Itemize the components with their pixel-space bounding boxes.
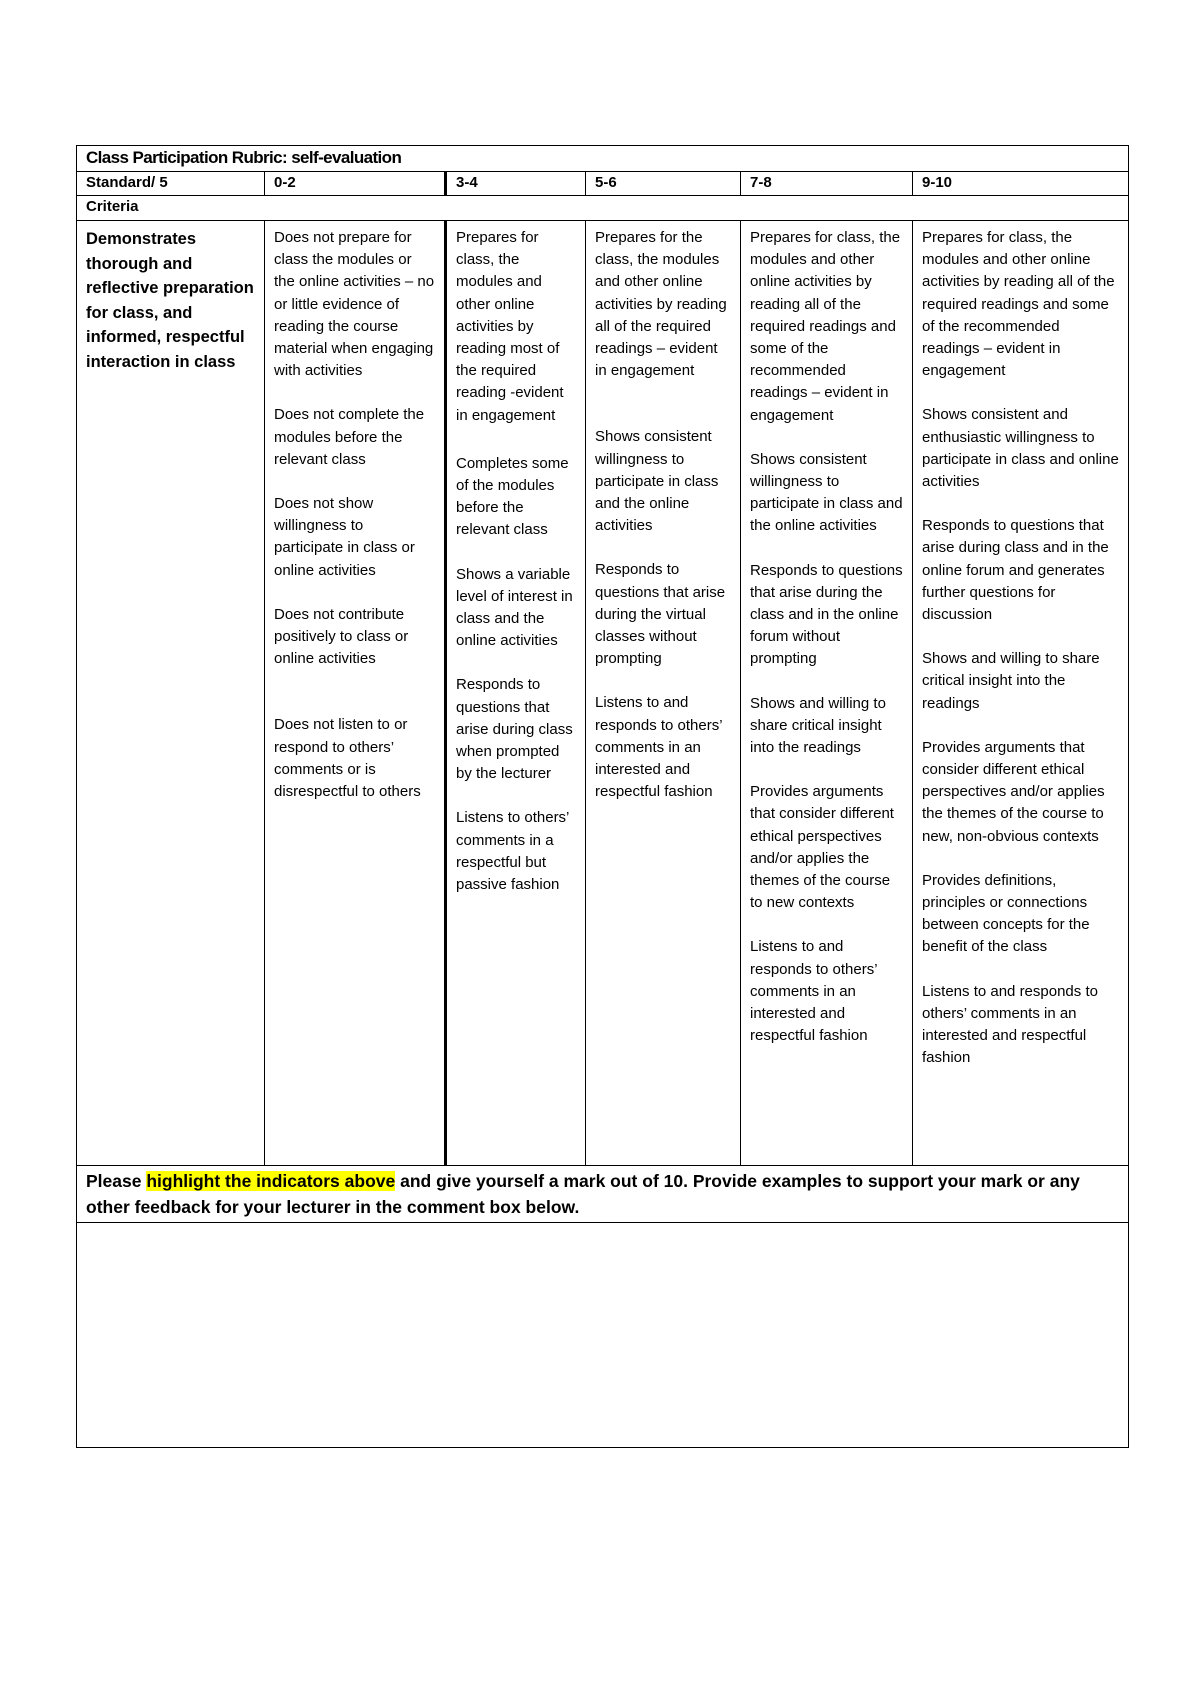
indicator: Provides definitions, principles or connections between concepts for the benefit of the class — [922, 871, 1090, 956]
instruction-highlight: highlight the indicators above — [146, 1171, 396, 1191]
indicator: Prepares for class, the modules and other online activities by reading all of the required readings and some of the recommended readings – evident in engagement — [922, 229, 1115, 380]
indicator: Shows consistent willingness to participate in class and the online activities — [595, 428, 719, 535]
header-standard: Standard/ 5 — [77, 172, 265, 196]
indicator: Does not contribute positively to class or online activities — [274, 605, 409, 668]
indicator: Responds to questions that arise during class when prompted by the lecturer — [456, 676, 573, 783]
indicator: Completes some of the modules before the relevant class — [456, 454, 569, 539]
indicator: Provides arguments that consider different ethical perspectives and/or applies the themes of the course to new, non-obvious contexts — [922, 738, 1105, 845]
column-9-10 — [913, 221, 1129, 1166]
indicator: Responds to questions that arise during the virtual classes without prompting — [595, 561, 726, 668]
rubric-table — [76, 145, 1129, 1448]
criteria-label: Criteria — [77, 196, 1129, 221]
instruction-text — [77, 1166, 1129, 1223]
indicator: Listens to and responds to others’ comments in an interested and respectful fashion — [922, 982, 1098, 1067]
column-3-4 — [446, 221, 586, 1166]
indicator: Prepares for class, the modules and other online activities by reading most of the required reading -evident in engagement — [456, 229, 564, 424]
indicator: Listens to others’ comments in a respectful but passive fashion — [456, 809, 569, 894]
indicator: Does not complete the modules before the relevant class — [274, 406, 425, 468]
indicator: Prepares for class, the modules and other online activities by reading all of the required readings and some of the recommended readings – evident in engagement — [750, 229, 901, 424]
indicator: Does not show willingness to participate in class or online activities — [274, 495, 415, 579]
indicator: Does not listen to or respond to others’ comments or is disrespectful to others — [274, 716, 421, 801]
indicator: Listens to and responds to others’ comments in an interested and respectful fashion — [595, 694, 723, 801]
criterion-text: Demonstrates thorough and reflective preparation for class, and informed, respectful interaction in class — [77, 221, 265, 1166]
indicator: Shows a variable level of interest in class and the online activities — [456, 565, 573, 650]
rubric-title: Class Participation Rubric: self-evaluation — [77, 146, 1129, 172]
column-5-6 — [586, 221, 741, 1166]
header-5-6: 5-6 — [586, 172, 741, 196]
criterion-row — [77, 221, 1129, 1166]
header-9-10: 9-10 — [913, 172, 1129, 196]
indicator: Shows and willing to share critical insight into the readings — [750, 694, 886, 757]
indicator: Shows consistent willingness to participate in class and the online activities — [750, 450, 903, 535]
header-row — [77, 172, 1129, 196]
header-3-4: 3-4 — [446, 172, 586, 196]
instruction-suffix: and give yourself a mark out of 10. Provide examples to support your mark or any other feedback for your lecturer in the comment box below. — [86, 1171, 1080, 1217]
indicator: Listens to and responds to others’ comments in an interested and respectful fashion — [750, 938, 878, 1045]
column-0-2 — [265, 221, 446, 1166]
header-0-2: 0-2 — [265, 172, 446, 196]
indicator: Responds to questions that arise during the class and in the online forum without prompting — [750, 561, 903, 668]
indicator: Shows and willing to share critical insight into the readings — [922, 650, 1100, 712]
indicator: Responds to questions that arise during class and in the online forum and generates further questions for discussion — [922, 517, 1109, 624]
instruction-prefix: Please — [86, 1171, 147, 1191]
indicator: Prepares for the class, the modules and other online activities by reading all of the required readings – evident in engagement — [595, 229, 727, 380]
column-7-8 — [741, 221, 913, 1166]
indicator: Provides arguments that consider different ethical perspectives and/or applies the themes of the course to new contexts — [750, 783, 894, 912]
comment-box[interactable] — [77, 1223, 1129, 1448]
indicator: Shows consistent and enthusiastic willingness to participate in class and online activities — [922, 406, 1119, 491]
header-7-8: 7-8 — [741, 172, 913, 196]
indicator: Does not prepare for class the modules or the online activities – no or little evidence of reading the course material when engaging with activities — [274, 229, 435, 380]
